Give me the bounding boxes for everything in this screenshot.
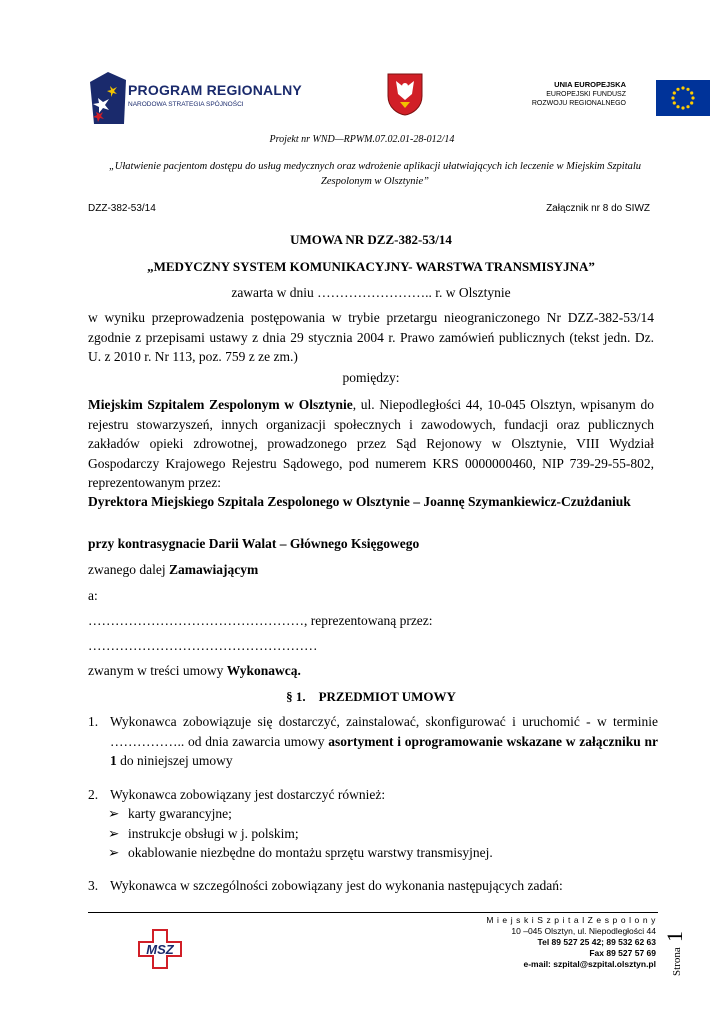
called2-prefix: zwanym w treści umowy xyxy=(88,663,227,678)
between-label: pomiędzy: xyxy=(342,370,400,385)
item-2-number: 2. xyxy=(88,787,99,802)
project-number: Projekt nr WND—RPWM.07.02.01-28-012/14 xyxy=(269,134,455,145)
list-item-text: okablowanie niezbędne do montażu sprzętu warstwy transmisyjnej. xyxy=(128,845,493,860)
party1-name: Miejskim Szpitalem Zespolonym w Olsztynie xyxy=(88,397,353,412)
program-subtitle: NARODOWA STRATEGIA SPÓJNOŚCI xyxy=(128,101,244,108)
footer-contact xyxy=(486,915,656,970)
bullet-list xyxy=(108,804,493,863)
party1-paragraph xyxy=(88,395,654,493)
item-1-text-bold: asortyment i oprogramowanie wskazane w załączniku nr 1 xyxy=(110,733,658,768)
program-title: PROGRAM REGIONALNY xyxy=(128,82,302,98)
svg-text:MSZ: MSZ xyxy=(146,942,174,957)
project-title: „Ułatwienie pacjentom dostępu do usług medycznych oraz wdrożenie aplikacji ułatwiających ich leczenie w Miejskim Szpitalu Zespolonym w Olsztynie” xyxy=(108,161,642,187)
eu-line-2: EUROPEJSKI FUNDUSZ xyxy=(546,91,626,98)
page-number: 1 xyxy=(664,931,687,942)
msz-logo-icon xyxy=(137,928,183,970)
reference-number: DZZ-382-53/14 xyxy=(88,203,156,214)
called2-role: Wykonawcą. xyxy=(226,663,301,678)
footer-fax: Fax 89 527 57 69 xyxy=(589,948,656,958)
list-item-text: instrukcje obsługi w j. polskim; xyxy=(128,825,299,841)
called-role: Zamawiającym xyxy=(168,562,259,577)
program-regionalny-emblem-icon xyxy=(90,72,126,126)
arrow-bullet-icon: ➢ xyxy=(108,806,120,821)
intro-paragraph: w wyniku przeprowadzenia postępowania w trybie przetargu nieograniczonego Nr DZZ-382-53/14 zgodnie z przepisami ustawy z dnia 29 stycznia 2004 r. Prawo zamówień publicznych (tekst jedn. Dz. U. z 2010 r. Nr 113, poz. 759 z ze zm.) xyxy=(88,310,654,364)
a-label: a: xyxy=(88,588,98,603)
item-1 xyxy=(88,712,658,771)
countersign-line: przy kontrasygnacie Darii Walat – Głównego Księgowego xyxy=(88,536,420,551)
eu-flag-icon xyxy=(656,80,710,116)
called-prefix: zwanego dalej xyxy=(88,562,169,577)
item-1-text xyxy=(110,712,658,771)
footer-divider xyxy=(88,912,658,913)
list-item xyxy=(108,843,493,863)
item-2-text: Wykonawca zobowiązany jest dostarczyć również: xyxy=(110,787,386,802)
item-3-text: Wykonawca w szczególności zobowiązany jest do wykonania następujących zadań: xyxy=(110,878,563,893)
program-regionalny-logo xyxy=(90,72,302,126)
concluded-date: zawarta w dniu …………………….. r. w Olsztynie xyxy=(231,285,511,300)
list-item xyxy=(108,824,493,844)
called2-line xyxy=(88,663,301,679)
item-3 xyxy=(88,876,658,896)
region-crest-icon xyxy=(386,72,424,116)
arrow-bullet-icon: ➢ xyxy=(108,825,120,841)
page-number-block xyxy=(664,920,694,980)
page-label: Strona xyxy=(671,947,683,976)
representative-placeholder-line: …………………………………………… xyxy=(88,638,318,653)
contract-subtitle: „MEDYCZNY SYSTEM KOMUNIKACYJNY- WARSTWA TRANSMISYJNA” xyxy=(147,259,595,274)
item-1-text-b: do niniejszej umowy xyxy=(116,753,233,768)
footer-email: e-mail: szpital@szpital.olsztyn.pl xyxy=(523,959,656,969)
director-paragraph: Dyrektora Miejskiego Szpitala Zespolonego w Olsztynie – Joannę Szymankiewicz-Czużdaniuk xyxy=(88,494,631,509)
eu-line-1: UNIA EUROPEJSKA xyxy=(554,80,626,89)
footer-phone: Tel 89 527 25 42; 89 532 62 63 xyxy=(537,937,656,947)
arrow-bullet-icon: ➢ xyxy=(108,845,120,860)
eu-fund-text xyxy=(532,80,626,108)
footer-hospital-name: M i e j s k i S z p i t a l Z e s p o l o n y xyxy=(486,915,656,925)
called-line xyxy=(88,562,258,578)
list-item-text: karty gwarancyjne; xyxy=(128,806,232,821)
section-1-heading: § 1. PRZEDMIOT UMOWY xyxy=(286,689,456,704)
item-1-number: 1. xyxy=(88,714,99,729)
list-item xyxy=(108,804,493,824)
party1-details: , ul. Niepodległości 44, 10-045 Olsztyn, wpisanym do rejestru stowarzyszeń, innych organizacji społecznych i zawodowych, fundacji oraz publicznych zakładów opieki zdrowotnej, prowadzonego przez Sąd Rejonowy w Olsztynie, VIII Wydział Gospodarczy Krajowego Rejestru Sądowego, pod numerem KRS 0000000460, NIP 739-29-55-802, reprezentowanym przez: xyxy=(88,397,654,490)
footer-address: 10 –045 Olsztyn, ul. Niepodległości 44 xyxy=(511,926,656,936)
contractor-placeholder-line: …………………………………………, reprezentowaną przez: xyxy=(88,613,433,628)
attachment-label: Załącznik nr 8 do SIWZ xyxy=(546,203,650,214)
item-2 xyxy=(88,785,658,805)
item-1-text-a: Wykonawca zobowiązuje się dostarczyć, zainstalować, skonfigurować i uruchomić - w terminie …………….. od dnia zawarcia umowy xyxy=(110,714,658,749)
contract-title: UMOWA NR DZZ-382-53/14 xyxy=(290,232,452,247)
eu-line-3: ROZWOJU REGIONALNEGO xyxy=(531,100,626,107)
item-3-number: 3. xyxy=(88,878,99,893)
